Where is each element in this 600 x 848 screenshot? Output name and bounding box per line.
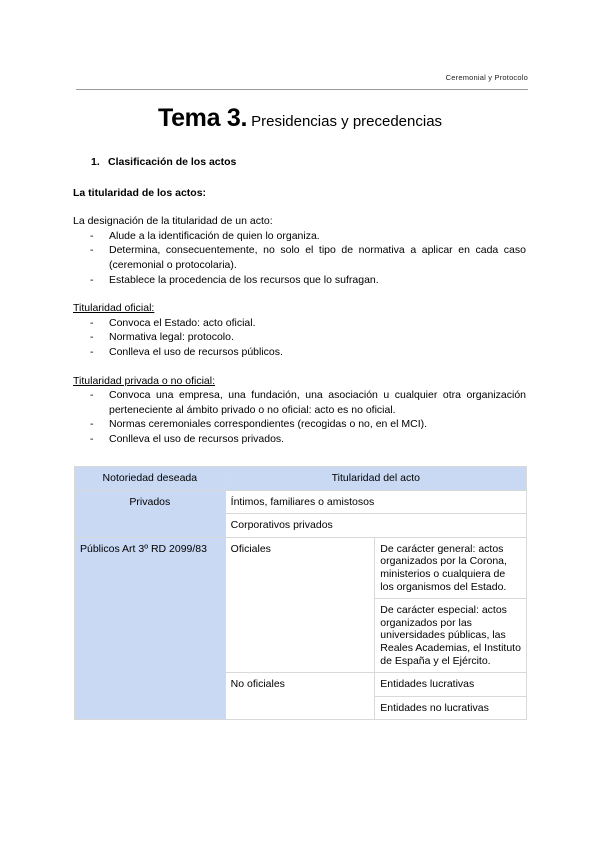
privada-list [73,388,526,446]
title-subtitle: Presidencias y precedencias [251,113,443,130]
intro-list [73,229,526,287]
header-titularidad: Titularidad del acto [225,467,526,491]
cell-oficiales: Oficiales [225,537,375,672]
list-item: - Normativa legal: protocolo. [73,330,526,345]
intro-text: La designación de la titularidad de un acto: [73,215,273,228]
cell-caracter-general: De carácter general: actos organizados por la Corona, ministerios o cualquiera de los organismos del Estado. [375,537,527,598]
section-number: 1. [91,156,100,168]
subheading: La titularidad de los actos: [73,186,207,199]
document-body [73,155,526,447]
list-item: - Establece la procedencia de los recursos que lo sufragan. [73,273,526,288]
cell-publicos: Públicos Art 3º RD 2099/83 [75,537,226,720]
list-item: - Convoca una empresa, una fundación, una asociación u cualquier otra organización perteneciente al ámbito privado o no oficial: acto es no oficial. [73,388,526,417]
page-title [0,104,600,133]
list-item: - Convoca el Estado: acto oficial. [73,316,526,331]
title-main: Tema 3. [157,104,248,132]
header-divider [76,89,528,90]
header-label: Ceremonial y Protocolo [445,73,528,82]
list-item: - Conlleva el uso de recursos privados. [73,432,526,447]
table-header-row [75,467,527,491]
section-title: Clasificación de los actos [108,156,237,168]
cell-entidades-no-lucrativas: Entidades no lucrativas [375,696,527,720]
cell-privados: Privados [75,490,226,537]
cell-entidades-lucrativas: Entidades lucrativas [375,673,527,697]
header-notoriedad: Notoriedad deseada [75,467,226,491]
section-heading [91,155,526,170]
oficial-block [73,301,526,359]
cell-corporativos: Corporativos privados [225,514,526,538]
list-item: - Conlleva el uso de recursos públicos. [73,345,526,360]
oficial-title: Titularidad oficial: [73,302,155,315]
cell-no-oficiales: No oficiales [225,673,375,720]
list-item: - Normas ceremoniales correspondientes (recogidas o no, en el MCI). [73,417,526,432]
oficial-list [73,316,526,360]
list-item: - Determina, consecuentemente, no solo el tipo de normativa a aplicar en cada caso (ceremonial o protocolaria). [73,243,526,272]
cell-intimos: Íntimos, familiares o amistosos [225,490,526,514]
table-row [75,490,527,514]
classification-table [74,466,527,720]
table-row [75,537,527,598]
intro-block [73,214,526,287]
list-item: - Alude a la identificación de quien lo organiza. [73,229,526,244]
cell-caracter-especial: De carácter especial: actos organizados por las universidades públicas, las Reales Academias, el Instituto de España y el Ejército. [375,599,527,673]
privada-title: Titularidad privada o no oficial: [73,374,216,387]
privada-block [73,374,526,447]
